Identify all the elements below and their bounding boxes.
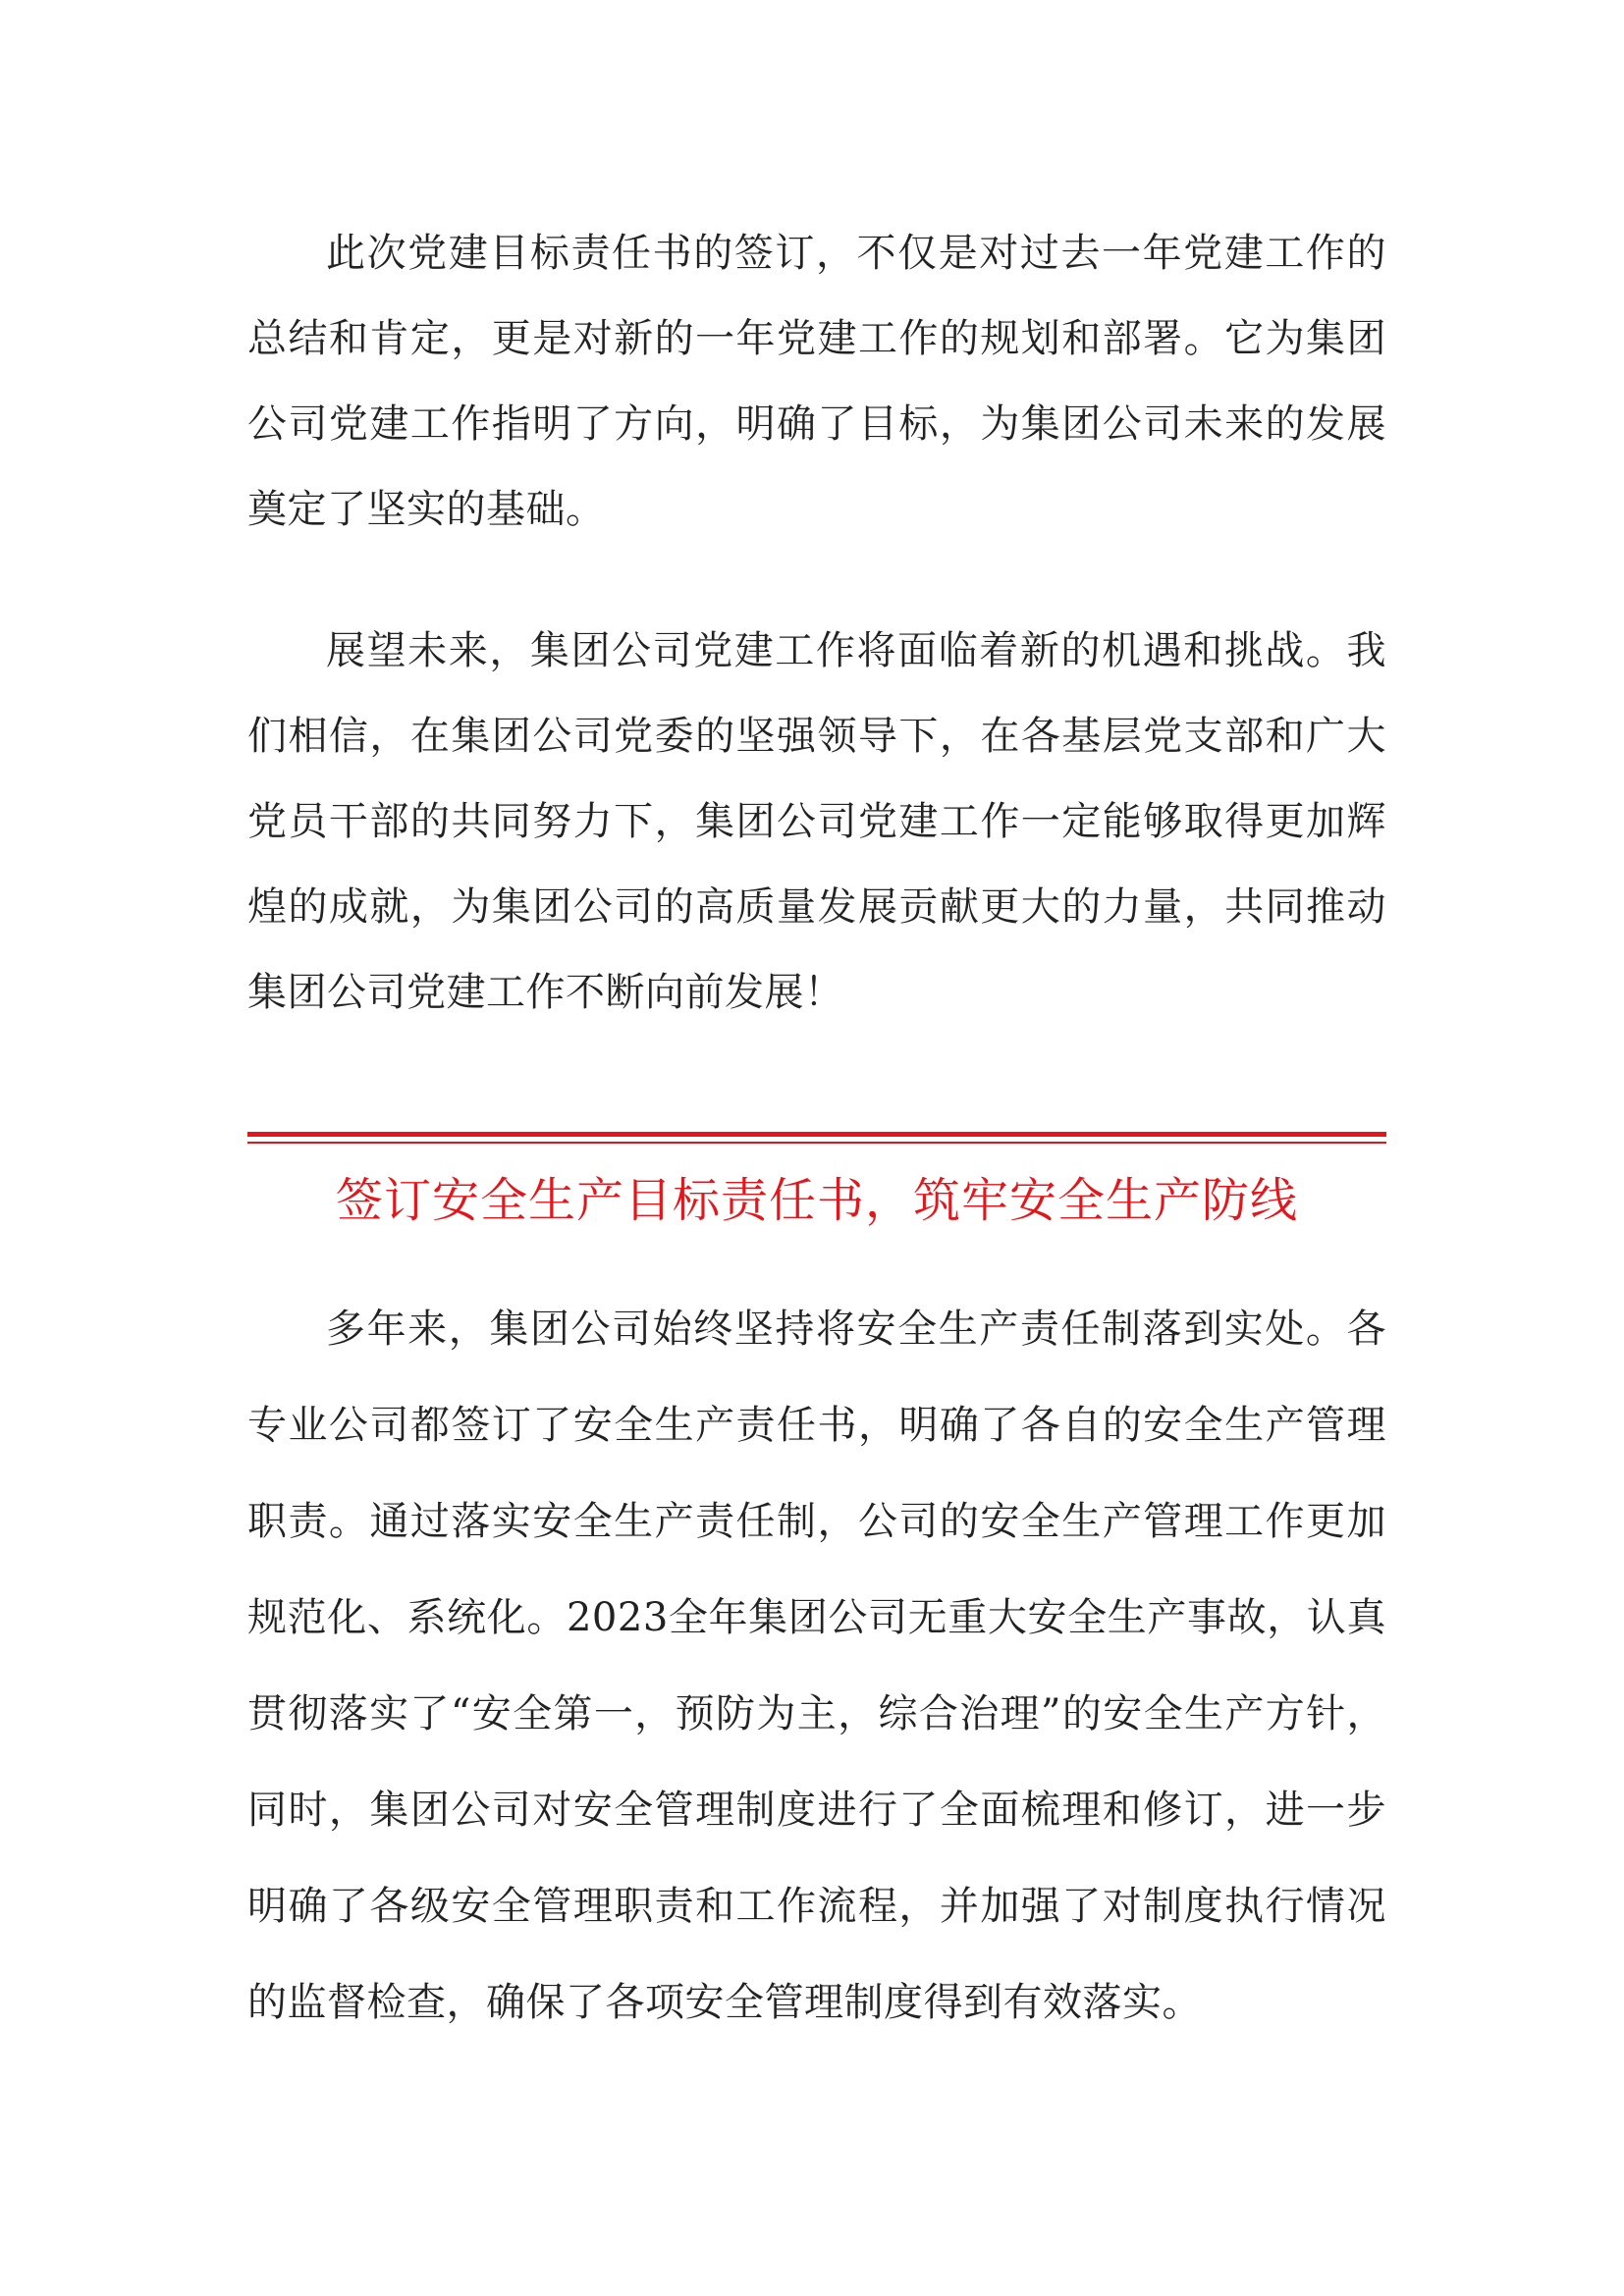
body-paragraph-outlook: 展望未来，集团公司党建工作将面临着新的机遇和挑战。我们相信，在集团公司党委的坚强领导下，在各基层党支部和广大党员干部的共同努力下，集团公司党建工作一定能够取得更加辉煌的成就，为集团公司的高质量发展贡献更大的力量，共同推动集团公司党建工作不断向前发展！ (247, 628, 1386, 1015)
body-paragraph-safety: 多年来，集团公司始终坚持将安全生产责任制落到实处。各专业公司都签订了安全生产责任书，明确了各自的安全生产管理职责。通过落实安全生产责任制，公司的安全生产管理工作更加规范化、系统化。2023全年集团公司无重大安全生产事故，认真贯彻落实了“安全第一，预防为主，综合治理”的安全生产方针，同时，集团公司对安全管理制度进行了全面梳理和修订，进一步明确了各级安全管理职责和工作流程，并加强了对制度执行情况的监督检查，确保了各项安全管理制度得到有效落实。 (247, 1307, 1386, 2025)
body-paragraph-summary: 此次党建目标责任书的签订，不仅是对过去一年党建工作的总结和肯定，更是对新的一年党建工作的规划和部署。它为集团公司党建工作指明了方向，明确了目标，为集团公司未来的发展奠定了坚实的基础。 (247, 231, 1386, 532)
heading-divider-thick (247, 1132, 1386, 1137)
section-heading: 签订安全生产目标责任书，筑牢安全生产防线 (335, 1173, 1298, 1228)
heading-divider-thin (247, 1142, 1386, 1144)
